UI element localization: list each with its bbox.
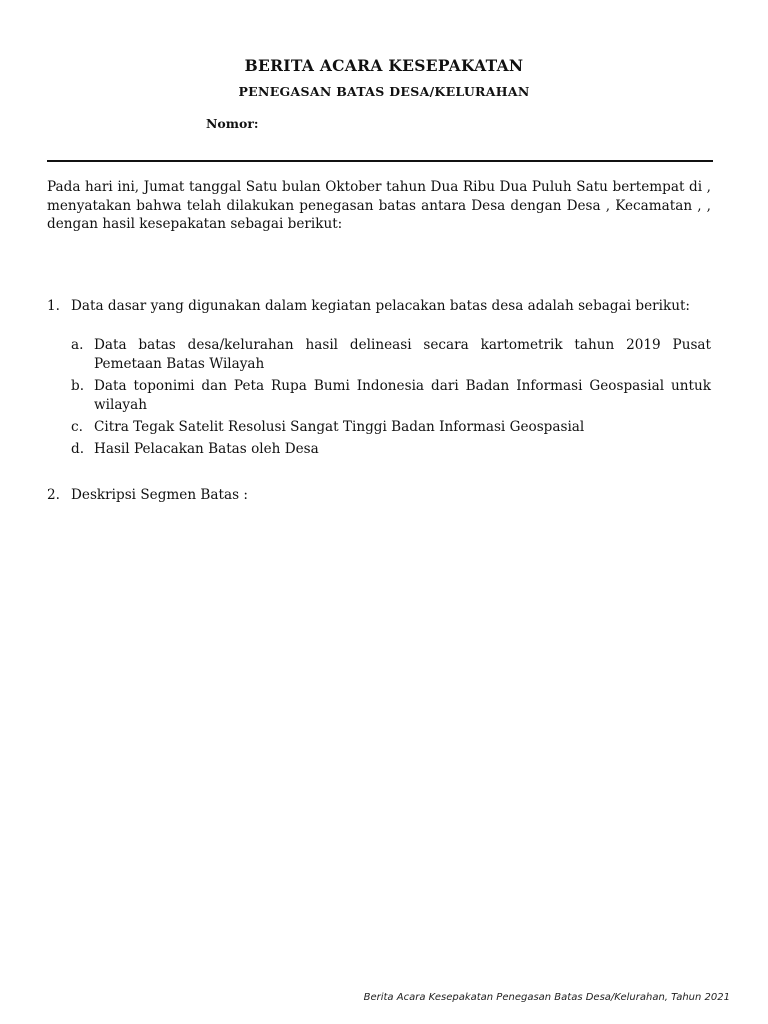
sub-item-text: Hasil Pelacakan Batas oleh Desa <box>94 441 319 457</box>
sub-item-letter: b. <box>71 378 85 394</box>
document-number-label: Nomor: <box>206 116 259 131</box>
sub-item-letter: c. <box>71 419 83 435</box>
list-item-1 <box>47 297 713 337</box>
document-title: BERITA ACARA KESEPAKATAN <box>244 56 524 75</box>
list-item-text: Data dasar yang digunakan dalam kegiatan pelacakan batas desa adalah sebagai berikut: <box>71 298 691 314</box>
list-item-number: 2. <box>47 487 60 503</box>
sub-item-letter: a. <box>71 337 84 353</box>
sub-item-text: Data toponimi dan Peta Rupa Bumi Indonesia dari Badan Informasi Geospasial untuk wilayah <box>94 378 711 413</box>
list-item-number: 1. <box>47 298 60 314</box>
sub-item-letter: d. <box>71 441 85 457</box>
page-footer: Berita Acara Kesepakatan Penegasan Batas Desa/Kelurahan, Tahun 2021 <box>363 992 730 1003</box>
header-divider <box>47 160 713 162</box>
list-item-text: Deskripsi Segmen Batas : <box>71 487 248 503</box>
sub-item-text: Data batas desa/kelurahan hasil delineasi secara kartometrik tahun 2019 Pusat Pemetaan Batas Wilayah <box>94 337 711 372</box>
sub-item-text: Citra Tegak Satelit Resolusi Sangat Tinggi Badan Informasi Geospasial <box>94 419 585 435</box>
sub-list <box>71 336 713 466</box>
intro-paragraph: Pada hari ini, Jumat tanggal Satu bulan Oktober tahun Dua Ribu Dua Puluh Satu bertempat di , menyatakan bahwa telah dilakukan penegasan batas antara Desa dengan Desa , Kecamatan , , dengan hasil kesepakatan sebagai berikut: <box>47 179 711 232</box>
document-subtitle: PENEGASAN BATAS DESA/KELURAHAN <box>238 84 530 99</box>
list-item-2 <box>47 486 713 506</box>
